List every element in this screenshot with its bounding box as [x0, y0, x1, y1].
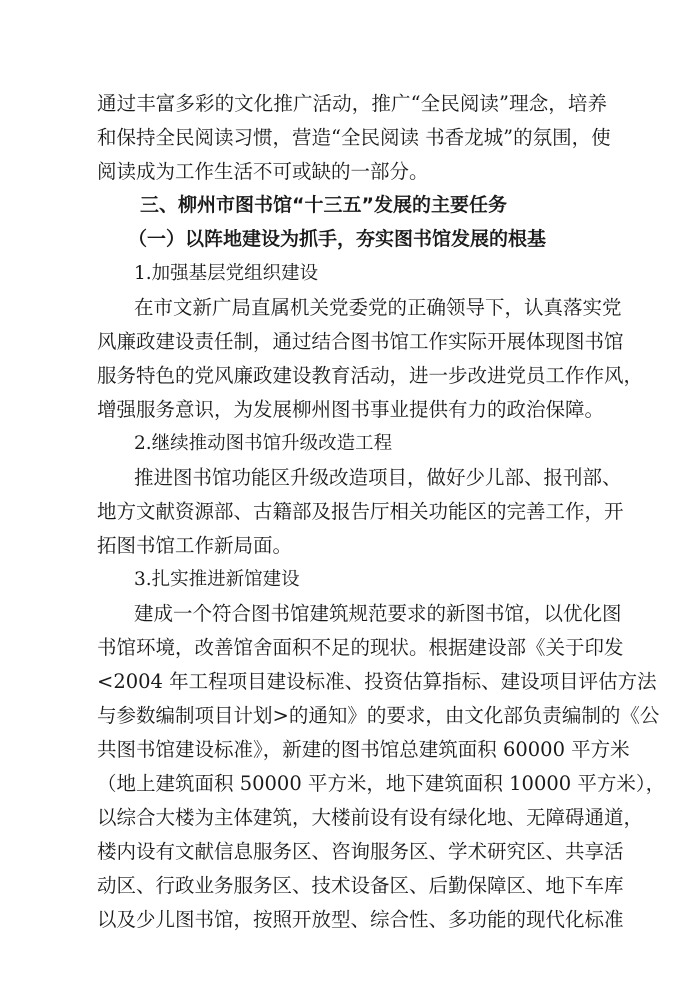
item3-line-9: 动区、行政业务服务区、技术设备区、后勤保障区、地下车库 — [97, 874, 624, 897]
item1-line-3: 服务特色的党风廉政建设教育活动，进一步改进党员工作作风， — [97, 364, 644, 387]
section-heading: 三、柳州市图书馆“十三五”发展的主要任务 — [140, 194, 507, 216]
item3-title: 3.扎实推进新馆建设 — [134, 569, 300, 590]
item2-line-3: 拓图书馆工作新局面。 — [97, 534, 293, 557]
item2-line-2: 地方文献资源部、古籍部及报告厅相关功能区的完善工作，开 — [97, 500, 624, 523]
item2-line-1: 推进图书馆功能区升级改造项目，做好少儿部、报刊部、 — [134, 466, 622, 489]
item3-line-7: 以综合大楼为主体建筑，大楼前设有设有绿化地、无障碍通道， — [97, 806, 644, 829]
subsection-heading: （一）以阵地建设为抓手，夯实图书馆发展的根基 — [128, 228, 547, 250]
intro-line-2: 和保持全民阅读习惯，营造“全民阅读 书香龙城”的氛围，使 — [97, 126, 611, 149]
item1-line-4: 增强服务意识，为发展柳州图书事业提供有力的政治保障。 — [97, 398, 605, 421]
item3-line-3: <2004 年工程项目建设标准、投资估算指标、建设项目评估方法 — [97, 670, 657, 693]
intro-line-3: 阅读成为工作生活不可或缺的一部分。 — [97, 160, 429, 183]
item1-line-2: 风廉政建设责任制，通过结合图书馆工作实际开展体现图书馆 — [97, 330, 624, 353]
item1-title: 1.加强基层党组织建设 — [134, 263, 319, 284]
item3-line-10: 以及少儿图书馆，按照开放型、综合性、多功能的现代化标准 — [97, 908, 624, 931]
item3-line-2: 书馆环境，改善馆舍面积不足的现状。根据建设部《关于印发 — [97, 636, 624, 659]
item3-line-8: 楼内设有文献信息服务区、咨询服务区、学术研究区、共享活 — [97, 840, 624, 863]
item1-line-1: 在市文新广局直属机关党委党的正确领导下，认真落实党 — [134, 296, 622, 319]
item3-line-6: （地上建筑面积 50000 平方米，地下建筑面积 10000 平方米）， — [97, 772, 666, 795]
item3-line-1: 建成一个符合图书馆建筑规范要求的新图书馆，以优化图 — [134, 602, 622, 625]
item3-line-4: 与参数编制项目计划>的通知》的要求，由文化部负责编制的《公 — [97, 704, 660, 727]
intro-line-1: 通过丰富多彩的文化推广活动，推广“全民阅读”理念，培养 — [97, 92, 607, 115]
item3-line-5: 共图书馆建设标准》，新建的图书馆总建筑面积 60000 平方米 — [97, 738, 630, 761]
item2-title: 2.继续推动图书馆升级改造工程 — [134, 433, 393, 454]
